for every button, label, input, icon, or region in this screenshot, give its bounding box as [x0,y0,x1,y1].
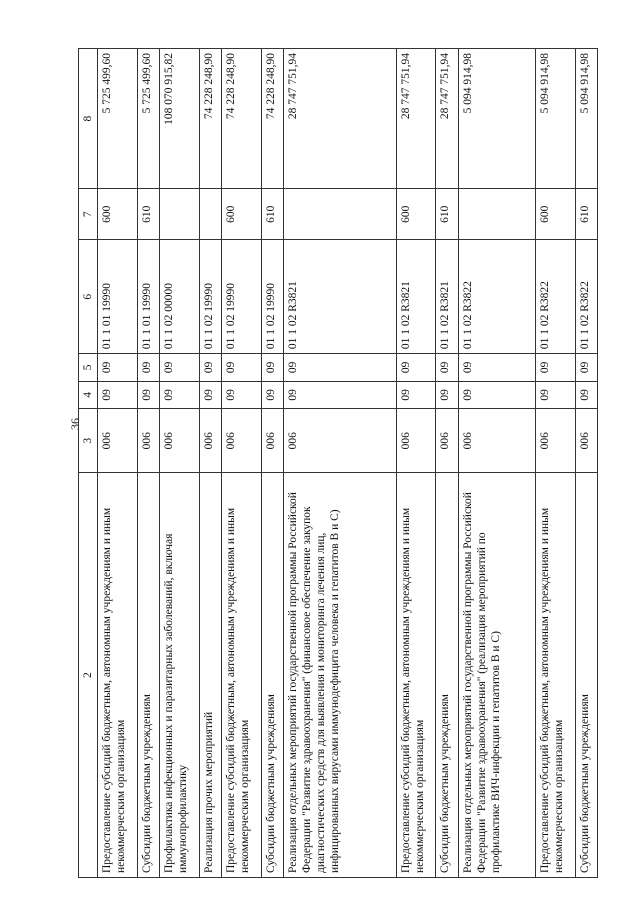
row-rz: 09 [284,381,396,409]
row-name: Субсидии бюджетным учреждениям [575,473,597,878]
row-csr: 01 1 01 19990 [137,240,159,354]
row-name: Реализация отдельных мероприятий государственной программы Российской Федерации "Развитие здравоохранения" (реализация мероприятий по профилактике ВИЧ-инфекции и гепатитов В и С) [458,473,535,878]
table-row [137,49,159,878]
row-pr: 09 [535,354,575,382]
row-rz: 09 [160,381,200,409]
row-pr: 09 [137,354,159,382]
table-row [222,49,262,878]
row-adm: 006 [535,409,575,473]
row-name: Реализация отдельных мероприятий государственной программы Российской Федерации "Развитие здравоохранения" (финансовое обеспечение закупок диагностических средств для выявления и мониторинга лечения лиц, инфицированных вирусами иммунодефицита человека и гепатитов В и С) [284,473,396,878]
row-rz: 09 [137,381,159,409]
row-sum: 5 725 499,60 [98,49,138,189]
row-sum: 28 747 751,94 [396,49,436,189]
row-vr: 610 [436,189,458,240]
row-csr: 01 1 02 R3822 [458,240,535,354]
row-adm: 006 [436,409,458,473]
row-rz: 09 [261,381,283,409]
table-row [535,49,575,878]
row-sum: 74 228 248,90 [199,49,221,189]
row-rz: 09 [436,381,458,409]
row-vr: 610 [137,189,159,240]
row-name: Предоставление субсидий бюджетным, автономным учреждениям и иным некоммерческим организациям [396,473,436,878]
row-vr [160,189,200,240]
row-vr [199,189,221,240]
row-vr: 600 [396,189,436,240]
row-name: Субсидии бюджетным учреждениям [436,473,458,878]
row-adm: 006 [261,409,283,473]
row-adm: 006 [160,409,200,473]
row-name: Предоставление субсидий бюджетным, автономным учреждениям и иным некоммерческим организациям [535,473,575,878]
row-name: Предоставление субсидий бюджетным, автономным учреждениям и иным некоммерческим организациям [98,473,138,878]
row-adm: 006 [98,409,138,473]
row-sum: 28 747 751,94 [284,49,396,189]
row-csr: 01 1 02 19990 [222,240,262,354]
row-vr [284,189,396,240]
row-sum: 5 094 914,98 [535,49,575,189]
row-pr: 09 [160,354,200,382]
row-vr: 600 [98,189,138,240]
header-col-2: 2 [79,473,98,878]
header-row [79,49,98,878]
budget-table-wrapper [78,48,598,878]
row-csr: 01 1 02 19990 [261,240,283,354]
row-adm: 006 [199,409,221,473]
row-csr: 01 1 02 19990 [199,240,221,354]
row-adm: 006 [222,409,262,473]
row-sum: 74 228 248,90 [261,49,283,189]
header-col-5: 5 [79,354,98,382]
row-pr: 09 [458,354,535,382]
row-name: Предоставление субсидий бюджетным, автономным учреждениям и иным некоммерческим организациям [222,473,262,878]
row-csr: 01 1 02 R3821 [436,240,458,354]
row-pr: 09 [222,354,262,382]
table-row [261,49,283,878]
header-col-6: 6 [79,240,98,354]
row-vr: 610 [261,189,283,240]
row-adm: 006 [396,409,436,473]
row-adm: 006 [575,409,597,473]
row-csr: 01 1 02 R3822 [575,240,597,354]
table-row [396,49,436,878]
table-row [575,49,597,878]
row-rz: 09 [98,381,138,409]
budget-table [78,48,598,878]
row-sum: 28 747 751,94 [436,49,458,189]
row-name: Субсидии бюджетным учреждениям [137,473,159,878]
row-csr: 01 1 02 00000 [160,240,200,354]
table-row [98,49,138,878]
row-name: Профилактика инфекционных и паразитарных заболеваний, включая иммунопрофилактику [160,473,200,878]
table-row [458,49,535,878]
row-name: Реализация прочих мероприятий [199,473,221,878]
table-row [436,49,458,878]
row-csr: 01 1 02 R3821 [396,240,436,354]
row-pr: 09 [436,354,458,382]
table-row [160,49,200,878]
row-csr: 01 1 02 R3821 [284,240,396,354]
page-number: 36 [68,418,82,430]
row-pr: 09 [98,354,138,382]
row-rz: 09 [222,381,262,409]
row-rz: 09 [575,381,597,409]
row-rz: 09 [535,381,575,409]
row-sum: 5 094 914,98 [458,49,535,189]
row-rz: 09 [458,381,535,409]
row-vr [458,189,535,240]
row-rz: 09 [396,381,436,409]
header-col-8: 8 [79,49,98,189]
row-pr: 09 [261,354,283,382]
row-vr: 600 [535,189,575,240]
row-adm: 006 [458,409,535,473]
row-pr: 09 [284,354,396,382]
row-pr: 09 [396,354,436,382]
header-col-7: 7 [79,189,98,240]
row-name: Субсидии бюджетным учреждениям [261,473,283,878]
row-rz: 09 [199,381,221,409]
row-vr: 610 [575,189,597,240]
row-pr: 09 [575,354,597,382]
table-row [284,49,396,878]
header-col-3: 3 [79,409,98,473]
row-sum: 5 094 914,98 [575,49,597,189]
row-pr: 09 [199,354,221,382]
row-csr: 01 1 02 R3822 [535,240,575,354]
header-col-4: 4 [79,381,98,409]
row-sum: 108 070 915,82 [160,49,200,189]
row-sum: 5 725 499,60 [137,49,159,189]
row-csr: 01 1 01 19990 [98,240,138,354]
row-vr: 600 [222,189,262,240]
table-row [199,49,221,878]
row-adm: 006 [284,409,396,473]
row-adm: 006 [137,409,159,473]
row-sum: 74 228 248,90 [222,49,262,189]
